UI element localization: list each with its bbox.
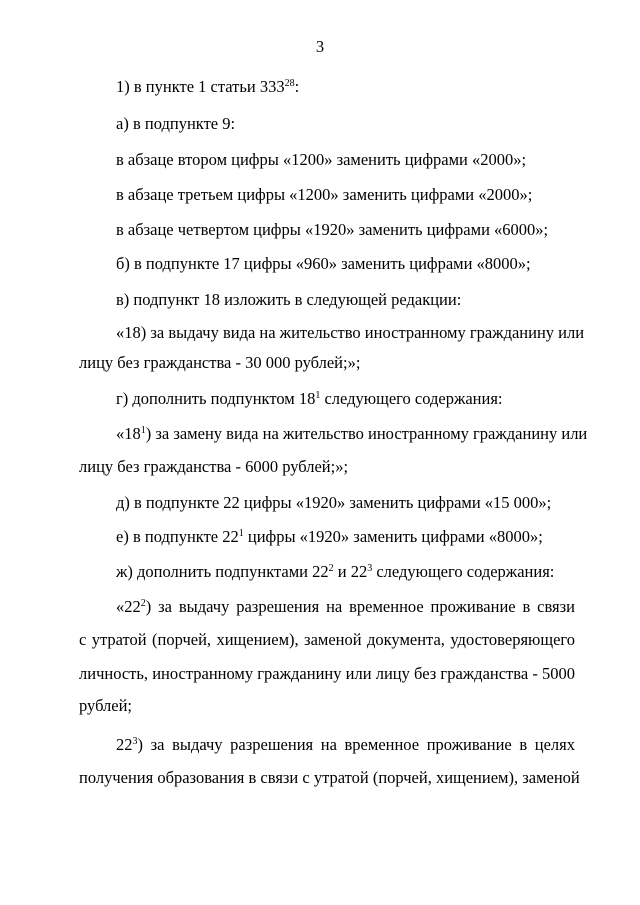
text-line: личность, иностранному гражданину или лицу без гражданства - 5000	[79, 664, 575, 683]
page-number: 3	[315, 37, 325, 56]
text-line: ж) дополнить подпунктами $22^2$ и $22^3$ следующего содержания:	[116, 562, 555, 581]
text-line: в) подпункт 18 изложить в следующей редакции:	[116, 290, 462, 309]
text-line: лицу без гражданства - 30 000 рублей;»;	[79, 353, 361, 372]
text-line: в абзаце четвертом цифры «1920» заменить цифрами «6000»;	[116, 220, 549, 239]
text-line: получения образования в связи с утратой (порчей, хищением), заменой	[79, 768, 580, 787]
text-line: «$22^2$) за выдачу разрешения на временное проживание в связи	[116, 597, 575, 616]
text-line: 1) в пункте 1 статьи $333^{28}$:	[116, 77, 300, 96]
text-line: $22^3$) за выдачу разрешения на временное проживание в целях	[116, 735, 575, 754]
text-line: б) в подпункте 17 цифры «960» заменить цифрами «8000»;	[116, 254, 531, 273]
text-line: г) дополнить подпунктом $18^1$ следующего содержания:	[116, 389, 503, 408]
text-line: «18) за выдачу вида на жительство иностранному гражданину или	[116, 323, 585, 342]
text-line: с утратой (порчей, хищением), заменой документа, удостоверяющего	[79, 630, 575, 649]
text-line: в абзаце третьем цифры «1200» заменить цифрами «2000»;	[116, 185, 533, 204]
text-line: лицу без гражданства - 6000 рублей;»;	[79, 457, 349, 476]
text-line: е) в подпункте $22^1$ цифры «1920» заменить цифрами «8000»;	[116, 527, 543, 546]
text-line: рублей;	[79, 696, 133, 715]
text-line: в абзаце втором цифры «1200» заменить цифрами «2000»;	[116, 150, 527, 169]
text-line: а) в подпункте 9:	[116, 114, 236, 133]
text-line: д) в подпункте 22 цифры «1920» заменить цифрами «15 000»;	[116, 493, 552, 512]
text-line: «$18^1$) за замену вида на жительство иностранному гражданину или	[116, 424, 588, 443]
